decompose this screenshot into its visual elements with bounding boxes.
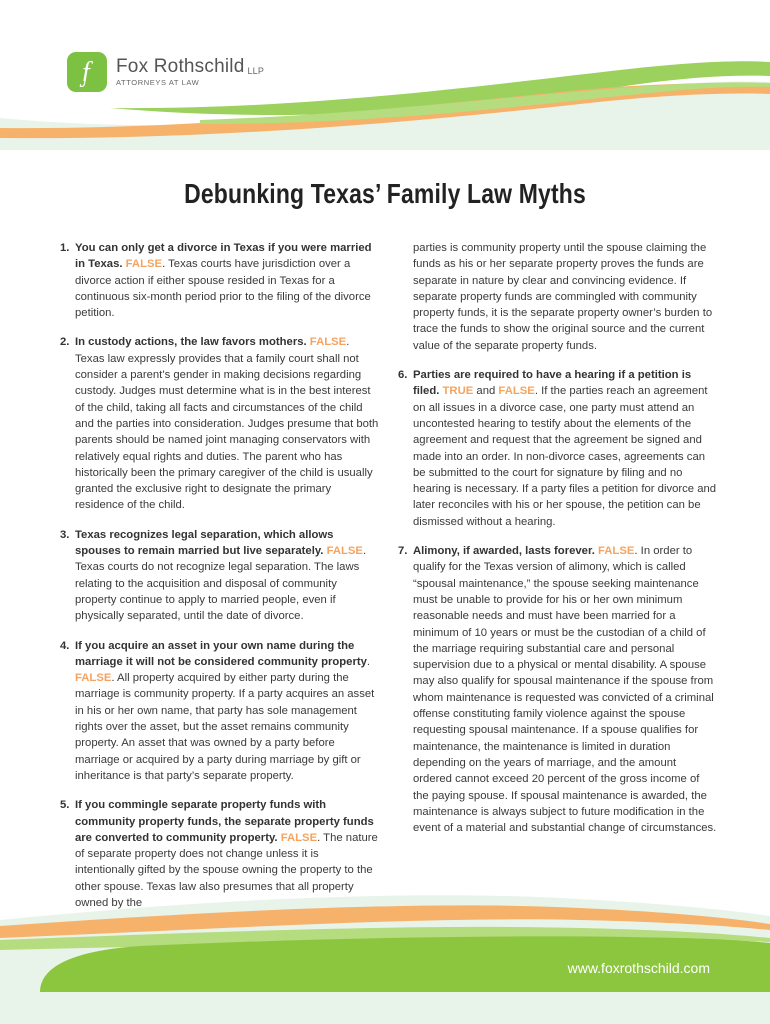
myth-item-2 (60, 334, 380, 513)
false-flag: FALSE (326, 545, 363, 558)
item-body (75, 527, 380, 625)
item-number: 7. (398, 545, 408, 558)
false-flag: FALSE (498, 385, 535, 398)
item-body (413, 367, 718, 530)
item-lead-end: . (366, 655, 371, 668)
myth-item-3 (60, 527, 380, 625)
right-column (398, 240, 718, 849)
item-text: . In order to qualify for the Texas version of alimony, which is called “spousal maintenance,” the spouse seeking maintenance must be unable to provide for his or her own minimum reasonable needs and must have been married for a minimum of 10 years or must be the custodian of a child of the marriage requiring substantial care and personal supervision due to a physical or mental disability. A spouse may also qualify for spousal maintenance if the spouse from whom maintenance is requested was convicted of a criminal offense constituting family violence against the spouse requesting spousal maintenance. If a spouse qualifies for maintenance, the maintenance is limited in duration depending on the years of marriage, and the amount ordered cannot exceed 20 percent of the gross income of the paying spouse. If spousal maintenance is awarded, the maintenance is always subject to future modification in the event of a material and substantial change of circumstances. (413, 545, 717, 835)
item-body (75, 334, 380, 513)
myth-item-4 (60, 638, 380, 785)
page-title: Debunking Texas’ Family Law Myths (184, 178, 586, 209)
item-lead: If you acquire an asset in your own name during the marriage it will not be considered community property (75, 639, 367, 668)
left-column (60, 240, 380, 924)
item-body (413, 543, 718, 836)
firm-tagline: ATTORNEYS AT LAW (116, 78, 200, 87)
true-flag: TRUE (442, 385, 474, 398)
firm-suffix: LLP (247, 66, 265, 76)
firm-logo[interactable] (67, 52, 264, 92)
item-body (75, 240, 380, 321)
myth-item-6 (398, 367, 718, 530)
item-number: 5. (60, 799, 70, 812)
false-flag: FALSE (75, 672, 112, 685)
false-flag: FALSE (125, 258, 163, 271)
item-lead: Parties are required to have a hearing if a petition is filed. (413, 369, 692, 398)
myth-item-7 (398, 543, 718, 836)
item-lead: You can only get a divorce in Texas if you were married in Texas. (75, 242, 372, 271)
item-number: 2. (60, 336, 70, 349)
item-body (75, 638, 380, 785)
footer-wave-decoration (0, 880, 770, 1024)
item-text: . Texas courts have jurisdiction over a divorce action if either spouse resided in Texas for a continuous six-month period prior to the filing of the divorce petition. (75, 258, 371, 320)
item-text: . The nature of separate property does not change unless it is intentionally gifted by the spouse owning the property to the other spouse. Texas law also presumes that all property owned by the (75, 831, 378, 909)
item-text: . Texas courts do not recognize legal separation. The laws relating to the acquisition and disposal of community property continue to apply to married people, even if physically separated, until the date of divorce. (75, 545, 367, 623)
item-number: 1. (60, 242, 70, 254)
website-link[interactable]: www.foxrothschild.com (567, 960, 710, 976)
item-lead: If you commingle separate property funds with community property funds, the separate property funds are converted to community property. (75, 799, 374, 844)
item-lead: Texas recognizes legal separation, which allows spouses to remain married but live separately. (75, 528, 334, 558)
and-text: and (473, 385, 499, 398)
item-number: 4. (60, 639, 70, 652)
false-flag: FALSE (309, 336, 347, 349)
item-text: . All property acquired by either party during the marriage is community property. If a party acquires an asset in his or her own name, that party has sole management rights over the asset, but the asset remains community property. An asset that was owned by a party before marriage or acquired by a party during marriage by gift or inheritance is that party’s separate property. (75, 672, 375, 782)
item-lead: Alimony, if awarded, lasts forever. (413, 545, 595, 558)
firm-name (116, 57, 264, 77)
item-5-continuation: parties is community property until the spouse claiming the funds as his or her separate property proves the funds are separate in nature by clear and convincing evidence. If separate property funds are commingled with community property funds, it is the separate property owner’s burden to trace the funds to show the original source and the current value of the separate property funds. (413, 242, 713, 352)
item-number: 3. (60, 528, 70, 541)
item-text: . If the parties reach an agreement on all issues in a divorce case, one party must attend an uncontested hearing to testify about the elements of the agreement and request that the agreement be signed and made into an order. In non-divorce cases, agreements can be submitted to the court for signature by filing and no hearing is necessary. If a party files a petition for divorce and later reconciles with his or her spouse, the petition can be dismissed without a hearing. (413, 385, 717, 528)
item-lead: In custody actions, the law favors mothers. (75, 336, 307, 349)
false-flag: FALSE (280, 831, 318, 844)
item-text: . Texas law expressly provides that a family court shall not consider a parent’s gender in making decisions regarding custody. Judges must determine what is in the best interest of the child, taking all facts and circumstances of the child and the parties into consideration. Judges presume that both parents should be named joint managing conservators with relatively equal rights and duties. The parent who has historically been the primary caregiver of the child is usually granted the exclusive right to designate the primary residence of the child. (75, 336, 379, 512)
fox-logo-icon: ᶂ (67, 52, 107, 92)
logo-text (116, 57, 264, 87)
myth-item-1 (60, 240, 380, 321)
firm-name-text: Fox Rothschild (116, 56, 245, 77)
item-number: 6. (398, 369, 408, 382)
false-flag: FALSE (598, 545, 635, 558)
